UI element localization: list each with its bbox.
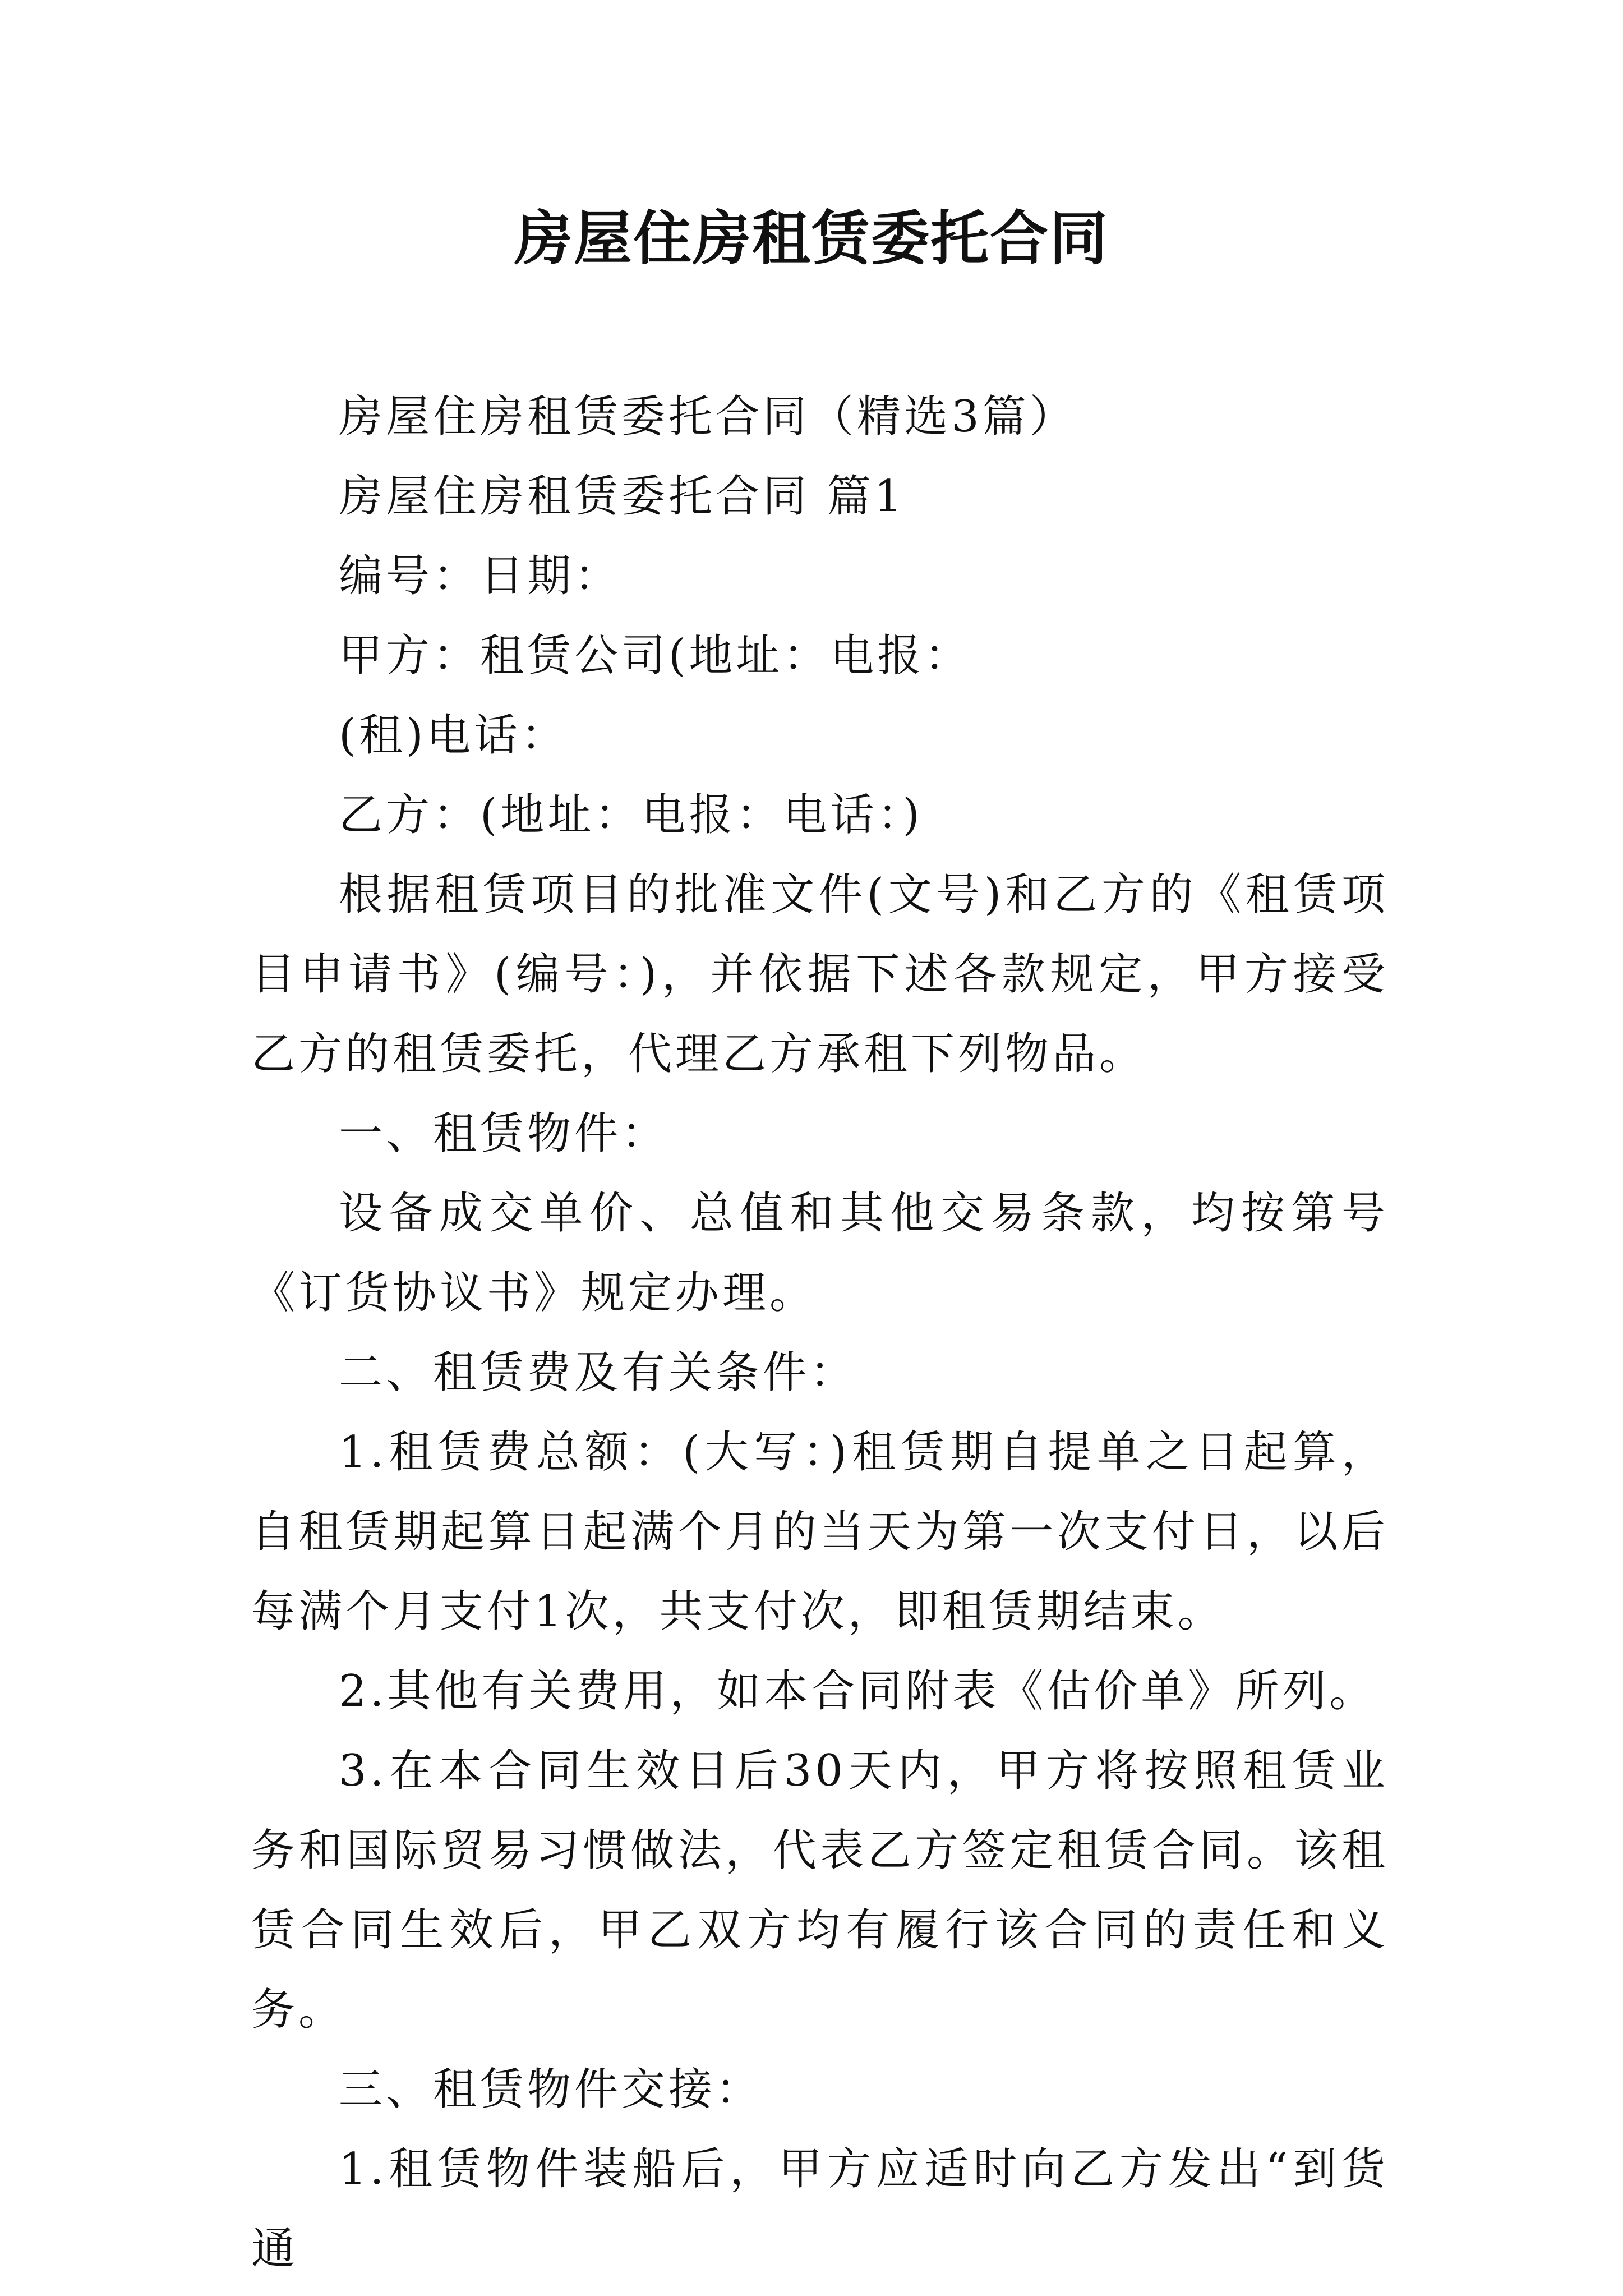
paragraph-party-b: 乙方：(地址：电报：电话：)	[339, 790, 923, 840]
paragraph-clause: 3.在本合同生效日后30天内，甲方将按照租赁业务和国际贸易习惯做法，代表乙方签定租赁合同。该租赁合同生效后，甲乙双方均有履行该合同的责任和义务。	[251, 1746, 1389, 2035]
document-title: 房屋住房租赁委托合同	[514, 204, 1109, 273]
paragraph-preamble: 根据租赁项目的批准文件(文号)和乙方的《租赁项目申请书》(编号：)，并依据下述各款规定，甲方接受乙方的租赁委托，代理乙方承租下列物品。	[251, 869, 1389, 1079]
paragraph-heading-3: 三、租赁物件交接：	[339, 2064, 763, 2115]
paragraph-clause: 1.租赁费总额：(大写：)租赁期自提单之日起算，自租赁期起算日起满个月的当天为第一次支付日，以后每满个月支付1次，共支付次，即租赁期结束。	[251, 1427, 1389, 1637]
paragraph-subtitle: 房屋住房租赁委托合同（精选3篇）	[339, 392, 1077, 442]
paragraph-party-a-phone: (租)电话：	[339, 710, 568, 761]
paragraph-clause: 设备成交单价、总值和其他交易条款，均按第号《订货协议书》规定办理。	[251, 1188, 1389, 1318]
paragraph-number-date: 编号：日期：	[339, 551, 622, 601]
paragraph-party-a: 甲方：租赁公司(地址：电报：	[339, 631, 972, 681]
paragraph-clause: 2.其他有关费用，如本合同附表《估价单》所列。	[339, 1666, 1377, 1717]
paragraph-heading-2: 二、租赁费及有关条件：	[339, 1347, 857, 1398]
document-body	[251, 377, 1389, 2289]
paragraph-section-heading: 房屋住房租赁委托合同 篇1	[339, 471, 906, 522]
paragraph-heading-1: 一、租赁物件：	[339, 1108, 669, 1159]
paragraph-clause: 1.租赁物件装船后，甲方应适时向乙方发出“到货通	[251, 2144, 1389, 2274]
